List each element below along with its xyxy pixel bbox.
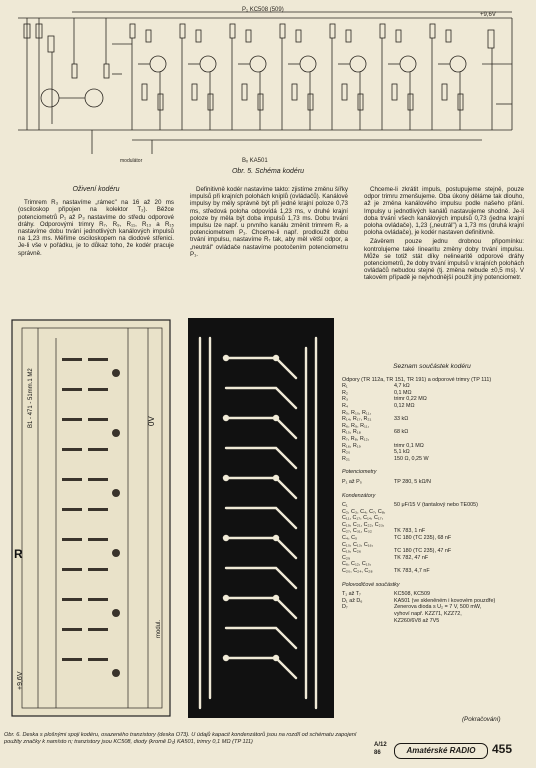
magazine-footer	[374, 740, 532, 762]
schematic-diagram	[12, 4, 524, 166]
part-value: 0,12 MΩ	[394, 402, 415, 409]
part-designator: R₁₆, R₁₉	[342, 442, 361, 449]
part-designator: R₁₅, R₁₈	[342, 429, 361, 436]
parts-row	[342, 542, 522, 549]
part-value: TK 783, 1 nF	[394, 528, 426, 535]
parts-row	[342, 416, 522, 423]
part-designator: R₂	[342, 389, 348, 396]
parts-row	[342, 604, 522, 611]
resistor-list	[342, 383, 522, 462]
parts-row	[342, 403, 522, 410]
schematic-supply-label: +9,6V	[480, 12, 496, 18]
part-designator: D₇	[342, 604, 348, 611]
parts-row	[342, 591, 522, 598]
part-designator: R₅, R₁₀, R₁₁,	[342, 409, 372, 416]
parts-row	[342, 410, 522, 417]
part-value: KA501 (ve skleněném i kovovém pouzdře)	[394, 597, 496, 604]
parts-row	[342, 515, 522, 522]
part-designator: R₃	[342, 396, 349, 403]
article-heading: Oživení kodéru	[72, 186, 120, 193]
parts-caps-heading: Kondenzátory	[342, 492, 376, 499]
part-designator: C₄, C₅	[342, 535, 358, 542]
part-designator: C₂₇, C₃₁, C₃₂	[342, 528, 372, 535]
schematic-bottom-label: Bₓ KA501	[242, 158, 268, 164]
figure6-caption: Obr. 6. Deska s plošnými spoji kodéru, osazeného tranzistory (deska O73). U údajů kapacit kondenzátorů jsou na rozdíl od schématu zapojení použity značky k namísto n; tranzistory jsou KC508, diody (kromě D₇) KA501, trimry 0,1 MΩ (TP 111)	[4, 732, 357, 745]
pot-list	[342, 479, 522, 486]
pcb-r-label: R	[14, 547, 23, 561]
pcb-copper-side	[186, 318, 336, 718]
article-column-1	[18, 186, 174, 259]
parts-row	[342, 429, 522, 436]
parts-title: Seznam součástek kodéru	[393, 363, 471, 370]
capacitor-list	[342, 502, 522, 575]
part-designator: R₆, R₉, R₁₁,	[342, 422, 370, 429]
part-designator: R₂₁	[342, 455, 350, 462]
part-value: vyhoví např. KZZ71, KZZ72,	[394, 611, 462, 617]
parts-row	[342, 449, 522, 456]
semiconductor-list	[342, 591, 522, 624]
parts-row	[342, 618, 522, 625]
parts-row	[342, 423, 522, 430]
part-value: KZ260/6V8 až 7V5	[394, 617, 440, 624]
parts-row	[342, 436, 522, 443]
parts-list	[342, 364, 522, 624]
article-paragraph: Chceme-li zkrátit impuls, postupujeme stejně, pouze odpor trimru zmenšujeme. Oba úkony děláme tak dlouho, až je změna kanálového impulsu podle našeho přání. Impulsy u jednotlivých kanálů nastavujeme shodně. Je-li doba trvání všech kanálových impulsů 0,73 (jedna krajní poloha ovládače), 1,23 („neutrál") a 1,73 ms (druhá krajní poloha ovládače), je kodér nastaven definitivně.	[364, 186, 524, 237]
pcb-top-text: B1 - 471 - 51mm.1 M2	[28, 368, 34, 428]
part-designator: R₄	[342, 402, 349, 409]
part-designator: R₁	[342, 383, 348, 390]
part-designator: C₁₀, C₁₃, C₁₆,	[342, 541, 374, 548]
parts-row	[342, 598, 522, 605]
continued-note: (Pokračování)	[462, 716, 501, 723]
parts-row	[342, 535, 522, 542]
parts-row	[342, 443, 522, 450]
pcb-modul-label: modul.	[156, 619, 162, 638]
pcb-0v-label: 0V	[147, 416, 156, 426]
part-designator: P₁ až P₅	[342, 478, 362, 485]
article-column-3	[364, 186, 524, 284]
magazine-logo: Amatérské RADIO	[394, 743, 488, 759]
part-value: trimr 0,22 MΩ	[394, 396, 427, 403]
parts-row	[342, 548, 522, 555]
part-value: KC508, KC509	[394, 591, 430, 598]
parts-row	[342, 561, 522, 568]
parts-row	[342, 479, 522, 486]
part-designator: C₁₁, C₁₇, C₁₄, C₁₇,	[342, 515, 384, 522]
article-column-2	[190, 186, 348, 260]
part-designator: T₁ až T₇	[342, 591, 361, 598]
article-paragraph: Závěrem pouze jednu drobnou připomínku: kontrolujeme také linearitu změny doby trvání impulsu. Může se totiž stát díky nelinearitě odporové dráhy potenciometrů, že doby trvání impulsů v krajních polohách ovládačů nebudou stejné (tj. změna nebude ±0,5 ms). V takovém případě je nejvhodnější použít jiný potenciometr.	[364, 238, 524, 282]
parts-row	[342, 509, 522, 516]
parts-row	[342, 522, 522, 529]
part-value: 68 kΩ	[394, 429, 409, 436]
part-designator: D₁ až D₆	[342, 597, 363, 604]
parts-row	[342, 502, 522, 509]
part-designator: C₁₉, C₂₁, C₂₂, C₂₃,	[342, 521, 385, 528]
parts-row	[342, 568, 522, 575]
schematic-modulator-label: modulátor	[120, 158, 143, 164]
part-designator: R₇, R₈, R₁₂,	[342, 435, 370, 442]
parts-row	[342, 383, 522, 390]
part-designator: C₁₉, C₂₆	[342, 548, 362, 555]
part-designator	[342, 618, 394, 625]
article-paragraph: Definitivně kodér nastavíme takto: zjistíme změnu šířky impulsů při krajních polohách kniplů (ovládačů). Kanálové impulsy by měly správně být při jedné krajní poloze 0,73 ms, středová poloha odpovídá 1,23 ms, v druhé krajní poloze by měla být doba impulsů 1,73 ms. Dobu trvání impulsu lze např. u prvního kanálu změnit trimrem R₇ a potenciometrem P₁. Chceme-li např. prodloužit dobu trvání impulsu, nastavíme R₇ tak, aby měl větší odpor, a „neutrál" ovládače nastavíme pootočením potenciometru P₁.	[190, 186, 348, 258]
parts-row	[342, 396, 522, 403]
pcb-component-side	[8, 318, 174, 718]
part-designator: C₆, C₁₂, C₁₅,	[342, 561, 372, 568]
parts-row	[342, 611, 522, 618]
issue-number: A/12	[374, 742, 387, 748]
page-number: 455	[492, 742, 513, 756]
part-designator: C₂, C₃, C₄, C₇, C₈,	[342, 508, 386, 515]
part-value: Zenerova dioda s U₂ = 7 V, 500 mW,	[394, 604, 482, 611]
parts-pots-heading: Potenciometry	[342, 469, 377, 476]
issue-year: 86	[374, 750, 381, 756]
part-designator: C₁	[342, 502, 348, 509]
part-designator: C₂₉	[342, 554, 351, 561]
part-designator: C₂₀, C₂₄, C₂₈	[342, 568, 373, 575]
part-value: 150 Ω, 0,25 W	[394, 455, 429, 462]
part-value: 4,7 kΩ	[394, 383, 410, 390]
schematic-top-label: P₁ KC508 (509)	[242, 7, 284, 13]
part-designator	[342, 611, 394, 618]
parts-semi-heading: Polovodičové součástky	[342, 581, 400, 588]
parts-row	[342, 528, 522, 535]
figure5-caption: Obr. 5. Schéma kodéru	[231, 168, 305, 175]
part-value: 5,1 kΩ	[394, 449, 410, 456]
part-designator: R₂₀	[342, 449, 351, 456]
part-designator: R₁₄, R₁₇, R₂₁	[342, 416, 372, 423]
parts-resistors-heading: Odpory (TR 112a, TR 151, TR 191) a odporové trimry (TP 111)	[342, 376, 492, 383]
part-value: TK 782, 47 nF	[394, 554, 429, 561]
parts-row	[342, 456, 522, 463]
parts-row	[342, 555, 522, 562]
parts-row	[342, 390, 522, 397]
part-value: 50 μF/15 V (tantalový nebo TE005)	[394, 502, 478, 509]
part-value: 0,1 MΩ	[394, 389, 412, 396]
part-value: 33 kΩ	[394, 416, 409, 423]
part-value: TC 180 (TC 235), 68 nF	[394, 535, 452, 542]
part-value: TC 180 (TC 235), 47 nF	[394, 548, 452, 555]
part-value: TP 280, 5 kΩ/N	[394, 478, 431, 485]
article-paragraph: Trimrem R₃ nastavíme „rámec" na 16 až 20 ms (osciloskop připojen na kolektor T₂). Běžce potenciometrů P₁ až P₃ nastavíme do středu odporové dráhy. Odporovými trimry R₇, R₉, R₁₁, R₁₃ a R₁₅ nastavíme dobu trvání jednotlivých kanálových impulsů na 1,23 ms. Měříme osciloskopem na diodové střenici. Je-li vše v pořádku, je to důkaz toho, že kodér pracuje správně.	[18, 199, 174, 257]
part-value: trimr 0,1 MΩ	[394, 442, 424, 449]
part-value: TK 783, 4,7 nF	[394, 568, 430, 575]
pcb-supply-label: +9,6V	[17, 671, 24, 690]
